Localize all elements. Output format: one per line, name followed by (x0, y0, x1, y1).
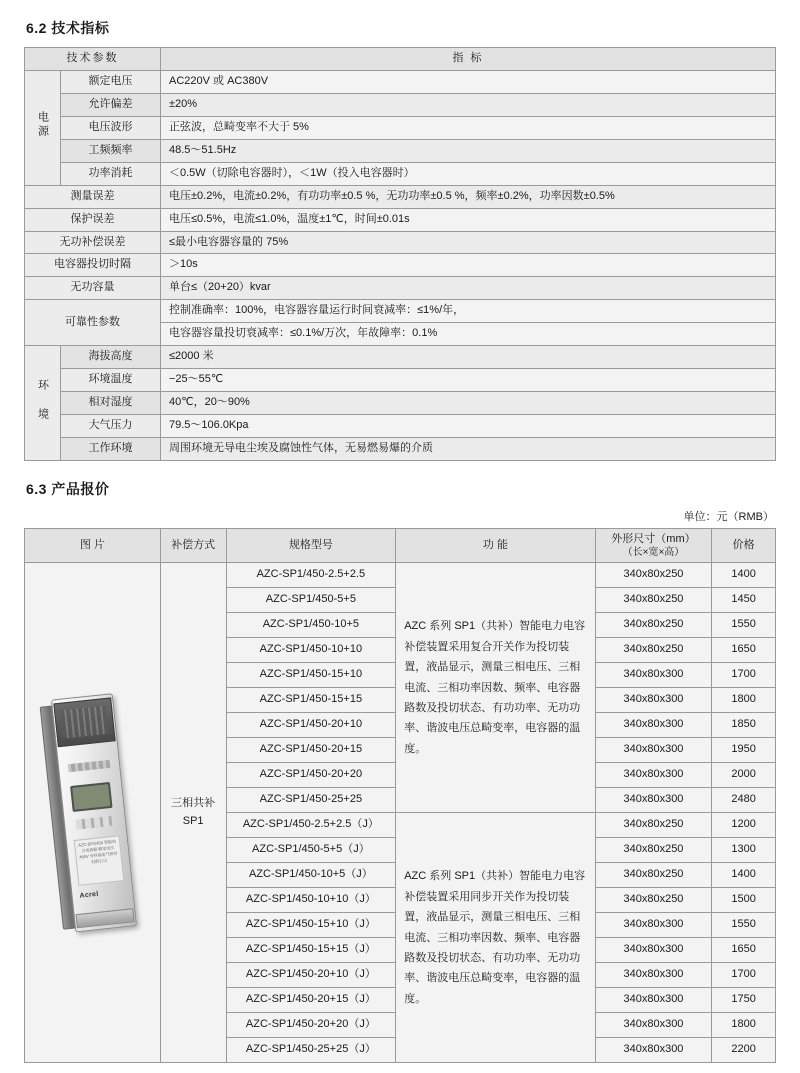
price-value: 1700 (712, 963, 776, 988)
price-value: 1650 (712, 638, 776, 663)
spec-row-label: 无功容量 (25, 277, 161, 300)
table-row (25, 300, 776, 323)
price-model: AZC-SP1/450-15+10 (226, 663, 396, 688)
spec-row-value: ＞10s (161, 254, 776, 277)
spec-row-label: 测量误差 (25, 185, 161, 208)
price-model: AZC-SP1/450-10+5 (226, 613, 396, 638)
spec-row-value: 电容器容量投切衰减率：≤0.1%/万次，年故障率：0.1% (161, 323, 776, 346)
price-model: AZC-SP1/450-10+5（J） (226, 863, 396, 888)
device-brand-logo: Acrel (79, 890, 100, 900)
price-size: 340x80x250 (595, 638, 712, 663)
spec-row-value: AC220V 或 AC380V (161, 70, 776, 93)
price-size: 340x80x300 (595, 663, 712, 688)
spec-row-label: 电压波形 (61, 116, 161, 139)
price-mode-line1: 三相共补 (171, 797, 216, 810)
price-size: 340x80x250 (595, 613, 712, 638)
price-value: 1700 (712, 663, 776, 688)
price-size: 340x80x250 (595, 588, 712, 613)
capacitor-device-illustration (37, 684, 149, 942)
spec-header-index: 指 标 (161, 48, 776, 71)
spec-row-value: ±20% (161, 93, 776, 116)
table-row (25, 437, 776, 460)
price-model: AZC-SP1/450-20+20 (226, 763, 396, 788)
table-row (25, 254, 776, 277)
price-header-row (25, 528, 776, 562)
device-nameplate: AZC-SP1/450 智能电力电容器 额定电压 450V 安科瑞电气股份有限公司 (74, 835, 125, 886)
price-value: 1450 (712, 588, 776, 613)
spec-row-label: 保护误差 (25, 208, 161, 231)
price-size: 340x80x250 (595, 863, 712, 888)
price-value: 1200 (712, 813, 776, 838)
price-unit-note: 单位：元（RMB） (683, 510, 774, 523)
price-mode-cell (160, 563, 226, 1063)
section-title-spec: 6.2 技术指标 (26, 20, 110, 36)
price-size: 340x80x300 (595, 788, 712, 813)
price-value: 1650 (712, 938, 776, 963)
table-row (25, 277, 776, 300)
price-value: 1850 (712, 713, 776, 738)
price-size: 340x80x250 (595, 813, 712, 838)
price-size: 340x80x300 (595, 963, 712, 988)
price-value: 1500 (712, 888, 776, 913)
price-model: AZC-SP1/450-5+5（J） (226, 838, 396, 863)
spec-row-label: 允许偏差 (61, 93, 161, 116)
spec-group-power-label: 电源 (36, 110, 49, 139)
device-lcd-screen (70, 782, 112, 812)
price-function-block-1: AZC 系列 SP1（共补）智能电力电容补偿装置采用复合开关作为投切装置，液晶显示，测量三相电压、三相电流、三相功率因数、频率、电容器路数及投切状态、有功功率、无功功率、谐波电压总畸变率，电容器的温度。 (396, 563, 595, 813)
table-row (25, 139, 776, 162)
price-size: 340x80x250 (595, 838, 712, 863)
price-model: AZC-SP1/450-5+5 (226, 588, 396, 613)
price-model: AZC-SP1/450-10+10（J） (226, 888, 396, 913)
price-value: 2480 (712, 788, 776, 813)
spec-row-value: ＜0.5W（切除电容器时），＜1W（投入电容器时） (161, 162, 776, 185)
price-size: 340x80x300 (595, 938, 712, 963)
price-value: 1400 (712, 863, 776, 888)
table-row (25, 346, 776, 369)
spec-row-label: 工作环境 (61, 437, 161, 460)
spec-row-value: 电压≤0.5%，电流≤1.0%，温度±1℃，时间±0.01s (161, 208, 776, 231)
price-size: 340x80x300 (595, 913, 712, 938)
price-size: 340x80x300 (595, 763, 712, 788)
spec-row-label: 大气压力 (61, 415, 161, 438)
spec-group-power (25, 70, 61, 185)
spec-row-label: 海拔高度 (61, 346, 161, 369)
price-model: AZC-SP1/450-25+25（J） (226, 1038, 396, 1063)
price-model: AZC-SP1/450-20+20（J） (226, 1013, 396, 1038)
price-model: AZC-SP1/450-20+10（J） (226, 963, 396, 988)
price-model: AZC-SP1/450-20+15 (226, 738, 396, 763)
table-row (25, 563, 776, 588)
price-size: 340x80x300 (595, 738, 712, 763)
table-row (25, 93, 776, 116)
price-col-function: 功 能 (396, 528, 595, 562)
table-row (25, 392, 776, 415)
price-function-block-2: AZC 系列 SP1（共补）智能电力电容补偿装置采用同步开关作为投切装置，液晶显示，测量三相电压、三相电流、三相功率因数、频率、电容器路数及投切状态、有功功率、无功功率、谐波电压总畸变率，电容器的温度。 (396, 813, 595, 1063)
price-col-mode: 补偿方式 (160, 528, 226, 562)
table-row (25, 70, 776, 93)
device-vent-slots (61, 706, 110, 739)
price-mode-line2: SP1 (182, 814, 204, 827)
spec-row-label: 无功补偿误差 (25, 231, 161, 254)
price-size: 340x80x300 (595, 988, 712, 1013)
price-size: 340x80x250 (595, 888, 712, 913)
price-model: AZC-SP1/450-15+15（J） (226, 938, 396, 963)
price-table (24, 528, 776, 1063)
price-size: 340x80x250 (595, 563, 712, 588)
price-model: AZC-SP1/450-20+10 (226, 713, 396, 738)
spec-row-label-reliability: 可靠性参数 (25, 300, 161, 346)
price-value: 1300 (712, 838, 776, 863)
price-col-size-sub: （长×宽×高） (622, 547, 685, 559)
table-row (25, 116, 776, 139)
spec-row-value: 电压±0.2%，电流±0.2%，有功功率±0.5 %，无功功率±0.5 %，频率±0.2%，功率因数±0.5% (161, 185, 776, 208)
spec-row-value: 40℃，20～90% (161, 392, 776, 415)
spec-header-row (25, 48, 776, 71)
spec-row-value: −25～55℃ (161, 369, 776, 392)
price-value: 2000 (712, 763, 776, 788)
spec-row-value: 正弦波，总畸变率不大于 5% (161, 116, 776, 139)
price-model: AZC-SP1/450-25+25 (226, 788, 396, 813)
section-title-price: 6.3 产品报价 (26, 480, 110, 497)
price-col-image: 图 片 (25, 528, 161, 562)
price-col-model: 规格型号 (226, 528, 396, 562)
price-size: 340x80x300 (595, 1038, 712, 1063)
price-col-price: 价格 (712, 528, 776, 562)
spec-row-value: 48.5～51.5Hz (161, 139, 776, 162)
price-model: AZC-SP1/450-10+10 (226, 638, 396, 663)
spec-header-param: 技术参数 (25, 48, 161, 71)
spec-row-value: ≤2000 米 (161, 346, 776, 369)
price-value: 1550 (712, 913, 776, 938)
price-value: 1750 (712, 988, 776, 1013)
price-value: 1800 (712, 1013, 776, 1038)
spec-row-value: 周围环境无导电尘埃及腐蚀性气体，无易燃易爆的介质 (161, 437, 776, 460)
price-value: 1950 (712, 738, 776, 763)
price-unit-note-wrap (24, 508, 776, 524)
product-image (25, 563, 161, 1063)
table-row (25, 369, 776, 392)
price-model: AZC-SP1/450-2.5+2.5（J） (226, 813, 396, 838)
spec-row-label: 功率消耗 (61, 162, 161, 185)
spec-row-label: 电容器投切时隔 (25, 254, 161, 277)
price-value: 1800 (712, 688, 776, 713)
price-value: 1550 (712, 613, 776, 638)
price-model: AZC-SP1/450-15+15 (226, 688, 396, 713)
spec-group-environment (25, 346, 61, 461)
price-col-size-main: 外形尺寸（mm） (611, 532, 696, 545)
price-col-size (595, 528, 712, 562)
price-model: AZC-SP1/450-20+15（J） (226, 988, 396, 1013)
price-size: 340x80x300 (595, 688, 712, 713)
table-row (25, 231, 776, 254)
spec-row-value: 控制准确率：100%，电容器容量运行时间衰减率：≤1%/年， (161, 300, 776, 323)
spec-row-value: 单台≤（20+20）kvar (161, 277, 776, 300)
spec-table (24, 47, 776, 461)
spec-row-value: 79.5～106.0Kpa (161, 415, 776, 438)
table-row (25, 162, 776, 185)
table-row (25, 415, 776, 438)
price-value: 2200 (712, 1038, 776, 1063)
spec-row-value: ≤最小电容器容量的 75% (161, 231, 776, 254)
price-model: AZC-SP1/450-2.5+2.5 (226, 563, 396, 588)
table-row (25, 185, 776, 208)
price-size: 340x80x300 (595, 1013, 712, 1038)
price-size: 340x80x300 (595, 713, 712, 738)
spec-row-label: 工频频率 (61, 139, 161, 162)
spec-row-label: 额定电压 (61, 70, 161, 93)
spec-group-environment-label: 环 境 (36, 378, 49, 422)
price-model: AZC-SP1/450-15+10（J） (226, 913, 396, 938)
price-value: 1400 (712, 563, 776, 588)
spec-row-label: 相对湿度 (61, 392, 161, 415)
table-row (25, 208, 776, 231)
spec-row-label: 环境温度 (61, 369, 161, 392)
